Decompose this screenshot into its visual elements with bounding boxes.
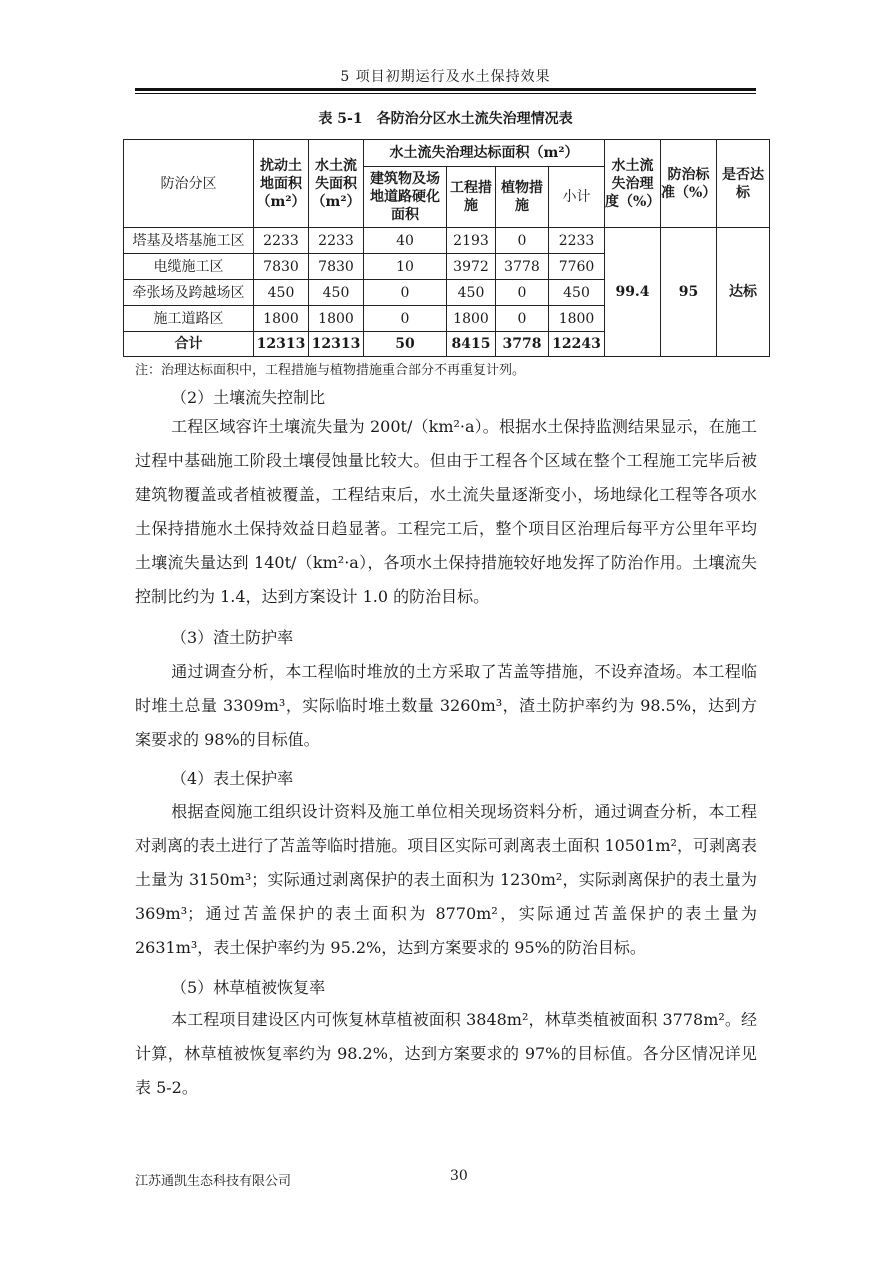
cell-plant: 0: [496, 280, 549, 306]
footer-company: 江苏通凯生态科技有限公司: [135, 1174, 292, 1189]
cell-building: 40: [364, 228, 447, 254]
header-loss-area: 水土流失面积（m²）: [309, 140, 364, 228]
header-rule-thin: [135, 93, 756, 94]
cell-total-building: 50: [364, 332, 447, 357]
section-3-body: 通过调查分析，本工程临时堆放的土方采取了苫盖等措施，不设弃渣场。本工程临时堆土总量 3309m³，实际临时堆土数量 3260m³，渣土防护率约为 98.5%，达到方案要求的 98%的目标值。: [135, 662, 757, 749]
header-rule-thick: [135, 88, 756, 91]
cell-loss: 450: [309, 280, 364, 306]
section-5-title: （5）林草植被恢复率: [171, 978, 326, 997]
cell-subtotal: 2233: [549, 228, 605, 254]
section-5-body: 本工程项目建设区内可恢复林草植被面积 3848m²，林草类植被面积 3778m²。经计算，林草植被恢复率约为 98.2%，达到方案要求的 97%的目标值。各分区情况详见表 5-2。: [135, 1010, 757, 1097]
header-disturbed: 扰动土地面积（m²）: [254, 140, 309, 228]
header-standard: 防治标准（%）: [661, 140, 717, 228]
section-4-title: （4）表土保护率: [171, 769, 294, 788]
cell-disturbed: 1800: [254, 306, 309, 332]
cell-plant: 0: [496, 306, 549, 332]
cell-zone: 施工道路区: [124, 306, 254, 332]
cell-degree: 99.4: [605, 228, 661, 357]
cell-disturbed: 2233: [254, 228, 309, 254]
header-subtotal: 小计: [549, 167, 605, 228]
cell-loss: 7830: [309, 254, 364, 280]
cell-total-label: 合计: [124, 332, 254, 357]
cell-plant: 3778: [496, 254, 549, 280]
cell-total-engineering: 8415: [447, 332, 496, 357]
cell-building: 0: [364, 306, 447, 332]
cell-loss: 2233: [309, 228, 364, 254]
cell-total-subtotal: 12243: [549, 332, 605, 357]
section-2-body: 工程区域容许土壤流失量为 200t/（km²·a）。根据水土保持监测结果显示，在施工过程中基础施工阶段土壤侵蚀量比较大。但由于工程各个区域在整个工程施工完毕后被建筑物覆盖或者植被覆盖，工程结束后，水土流失量逐渐变小，场地绿化工程等各项水土保持措施水土保持效益日趋显著。工程完工后，整个项目区治理后每平方公里年平均土壤流失量达到 140t/（km²·a），各项水土保持措施较好地发挥了防治作用。土壤流失控制比约为 1.4，达到方案设计 1.0 的防治目标。: [135, 417, 757, 606]
cell-total-plant: 3778: [496, 332, 549, 357]
header-zone: 防治分区: [124, 140, 254, 228]
cell-loss: 1800: [309, 306, 364, 332]
cell-standard: 95: [661, 228, 717, 357]
header-reached: 是否达标: [717, 140, 770, 228]
cell-zone: 电缆施工区: [124, 254, 254, 280]
header-engineering: 工程措施: [447, 167, 496, 228]
cell-disturbed: 7830: [254, 254, 309, 280]
page-number: 30: [450, 1168, 468, 1184]
cell-engineering: 1800: [447, 306, 496, 332]
cell-reached: 达标: [717, 228, 770, 357]
section-4-body: 根据查阅施工组织设计资料及施工单位相关现场资料分析，通过调查分析，本工程对剥离的表土进行了苫盖等临时措施。项目区实际可剥离表土面积 10501m²，可剥离表土量为 3150m³；实际通过剥离保护的表土面积为 1230m²，实际剥离保护的表土量为 369m³；通过苫盖保护的表土面积为 8770m²，实际通过苫盖保护的表土量为 2631m³，表土保护率约为 95.2%，达到方案要求的 95%的防治目标。: [135, 802, 757, 957]
cell-engineering: 2193: [447, 228, 496, 254]
section-2-title: （2）土壤流失控制比: [171, 388, 326, 407]
treatment-table: [123, 139, 770, 357]
cell-zone: 牵张场及跨越场区: [124, 280, 254, 306]
header-treated-group: 水土流失治理达标面积（m²）: [364, 140, 605, 167]
cell-engineering: 3972: [447, 254, 496, 280]
table-row: [124, 228, 770, 254]
cell-building: 0: [364, 280, 447, 306]
running-header: 5 项目初期运行及水土保持效果: [340, 69, 551, 85]
cell-subtotal: 7760: [549, 254, 605, 280]
header-plant: 植物措施: [496, 167, 549, 228]
header-building: 建筑物及场地道路硬化面积: [364, 167, 447, 228]
cell-total-disturbed: 12313: [254, 332, 309, 357]
cell-disturbed: 450: [254, 280, 309, 306]
cell-total-loss: 12313: [309, 332, 364, 357]
cell-subtotal: 450: [549, 280, 605, 306]
table-note: 注：治理达标面积中，工程措施与植物措施重合部分不再重复计列。: [135, 363, 526, 378]
cell-engineering: 450: [447, 280, 496, 306]
cell-subtotal: 1800: [549, 306, 605, 332]
header-degree: 水土流失治理度（%）: [605, 140, 661, 228]
table-caption: 表 5-1 各防治分区水土流失治理情况表: [318, 111, 573, 127]
cell-zone: 塔基及塔基施工区: [124, 228, 254, 254]
section-3-title: （3）渣土防护率: [171, 628, 294, 647]
cell-building: 10: [364, 254, 447, 280]
cell-plant: 0: [496, 228, 549, 254]
